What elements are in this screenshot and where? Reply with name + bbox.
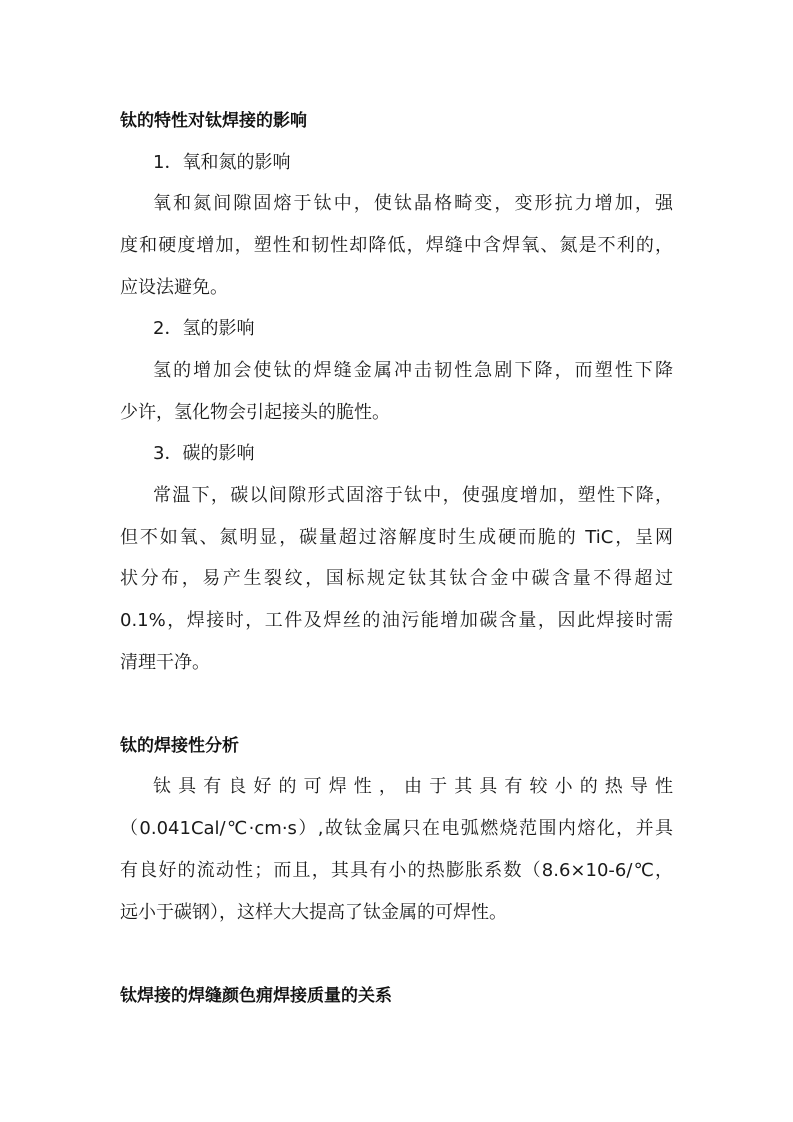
paragraph-line: （0.041Cal/℃·cm·s）,故钛金属只在电弧燃烧范围内熔化，并具 xyxy=(120,818,673,839)
paragraph-line: 氢的增加会使钛的焊缝金属冲击韧性急剧下降，而塑性下降 xyxy=(153,360,673,381)
subheading-oxygen-nitrogen: 1．氧和氮的影响 xyxy=(153,152,291,173)
paragraph-line: 但不如氧、氮明显，碳量超过溶解度时生成硬而脆的 TiC，呈网 xyxy=(120,527,673,548)
paragraph-line: 状分布，易产生裂纹，国标规定钛其钛合金中碳含量不得超过 xyxy=(120,568,673,589)
paragraph-line: 有良好的流动性；而且，其具有小的热膨胀系数（8.6×10-6/℃， xyxy=(120,860,673,881)
section-heading-weld-color-quality: 钛焊接的焊缝颜色痈焊接质量的关系 xyxy=(120,986,392,1006)
paragraph-line: 清理干净。 xyxy=(120,652,210,673)
paragraph-line: 常温下，碳以间隙形式固溶于钛中，使强度增加，塑性下降， xyxy=(153,485,673,506)
subheading-carbon: 3．碳的影响 xyxy=(153,443,255,464)
paragraph-line: 少许，氢化物会引起接头的脆性。 xyxy=(120,402,390,423)
section-heading-titanium-properties: 钛的特性对钛焊接的影响 xyxy=(120,111,307,131)
paragraph-line: 氧和氮间隙固熔于钛中，使钛晶格畸变，变形抗力增加，强 xyxy=(153,193,673,214)
paragraph-line: 度和硬度增加，塑性和韧性却降低，焊缝中含焊氧、氮是不利的， xyxy=(120,235,673,256)
section-heading-weldability: 钛的焊接性分析 xyxy=(120,736,239,756)
paragraph-line: 远小于碳钢），这样大大提高了钛金属的可焊性。 xyxy=(120,902,507,923)
paragraph-line: 0.1%，焊接时，工件及焊丝的油污能增加碳含量，因此焊接时需 xyxy=(120,610,673,631)
paragraph-line: 钛具有良好的可焊性，由于其具有较小的热导性 xyxy=(153,776,673,797)
subheading-hydrogen: 2．氢的影响 xyxy=(153,318,255,339)
paragraph-line: 应设法避免。 xyxy=(120,277,228,298)
